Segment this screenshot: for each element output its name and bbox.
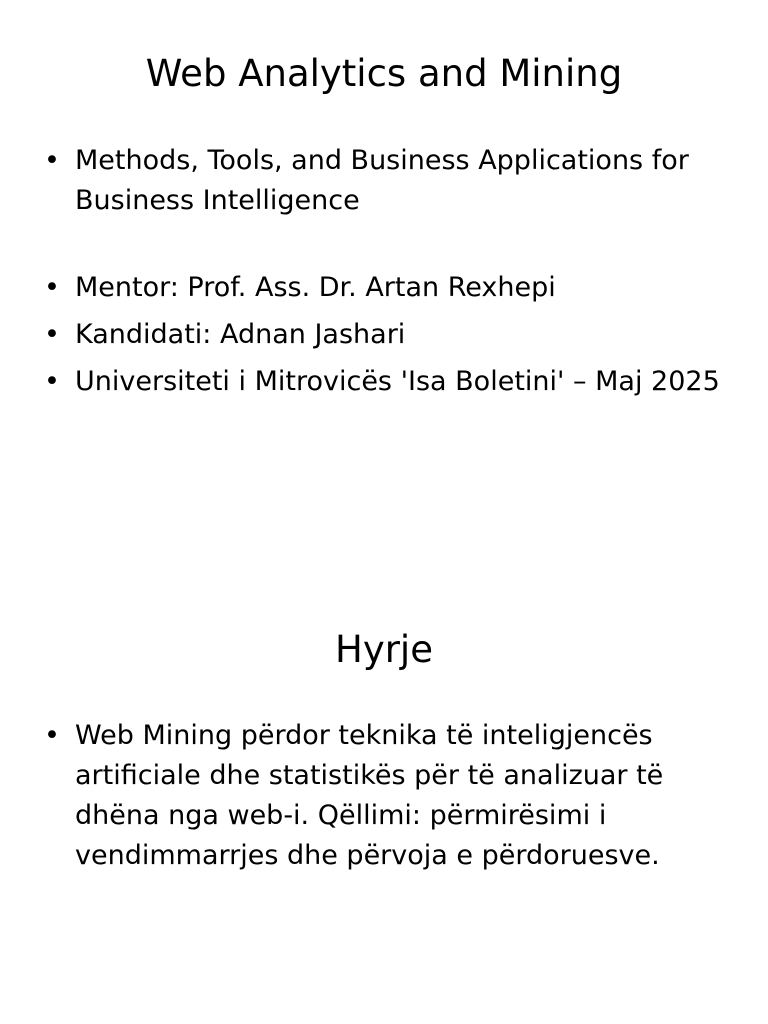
bullet-dot-icon: • (44, 319, 60, 350)
slide-title: Web Analytics and Mining (145, 52, 623, 95)
bullet-text: Kandidati: Adnan Jashari (75, 319, 406, 350)
bullet-item (44, 141, 724, 221)
bullet-dot-icon: • (44, 272, 60, 303)
bullet-dot-icon: • (44, 145, 60, 176)
slide-title: Hyrje (335, 628, 433, 671)
bullet-list (44, 141, 724, 409)
bullet-text: Universiteti i Mitrovicës 'Isa Boletini' – Maj 2025 (75, 366, 720, 397)
bullet-dot-icon: • (44, 366, 60, 397)
bullet-dot-icon: • (44, 720, 60, 751)
bullet-item (44, 716, 724, 876)
bullet-list (44, 716, 724, 883)
bullet-text: Web Mining përdor teknika të inteligjencës artificiale dhe statistikës për të analizuar të dhëna nga web-i. Qëllimi: përmirësimi i vendimmarrjes dhe përvoja e përdoruesve. (75, 720, 664, 871)
bullet-text: Mentor: Prof. Ass. Dr. Artan Rexhepi (75, 272, 556, 303)
bullet-text: Methods, Tools, and Business Applications for Business Intelligence (75, 145, 689, 216)
bullet-item (44, 315, 724, 355)
bullet-item (44, 268, 724, 308)
slide-2 (0, 576, 768, 1024)
bullet-item (44, 362, 724, 402)
